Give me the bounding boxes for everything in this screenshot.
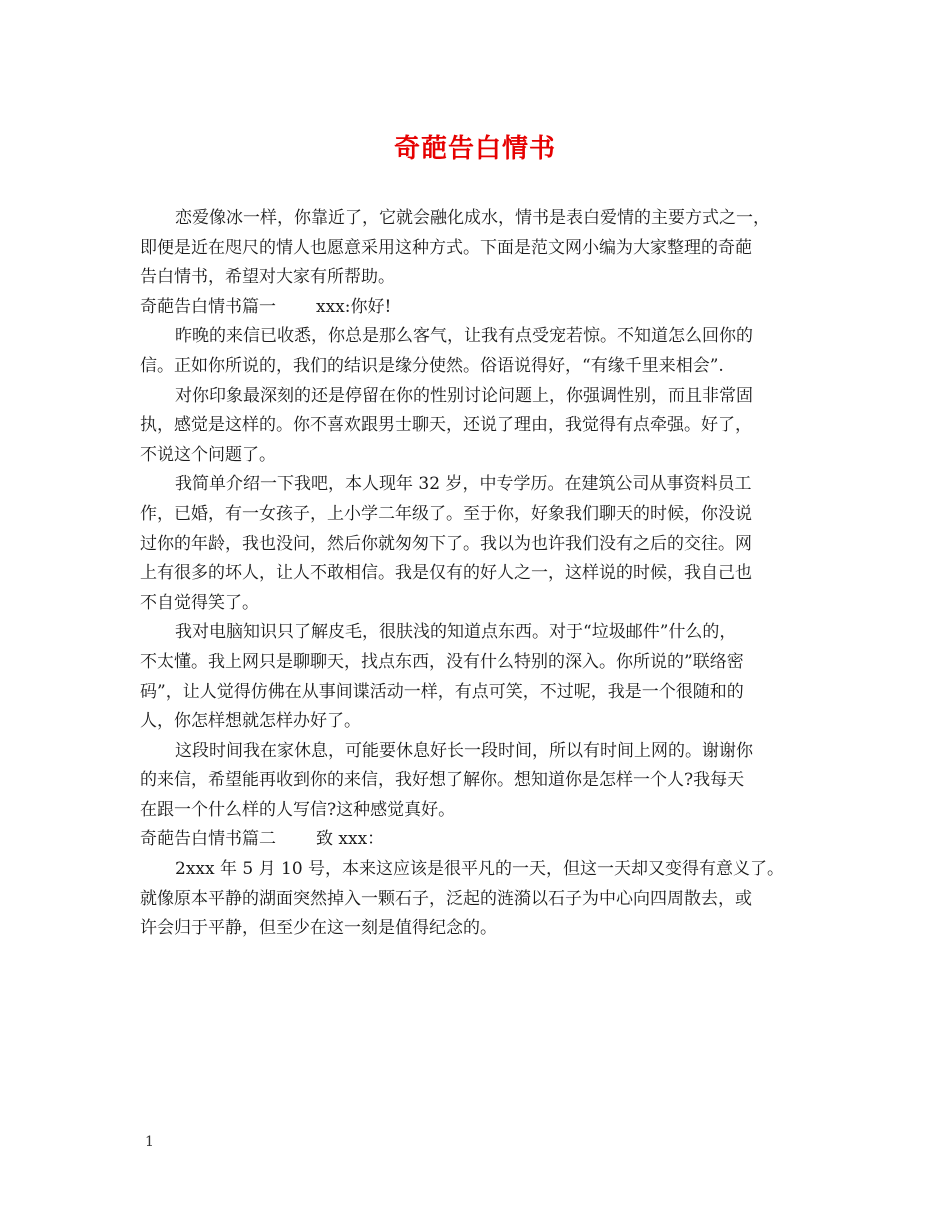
text-line: 不说这个问题了。: [140, 444, 276, 465]
letter1-paragraph: [140, 382, 830, 471]
letter1-paragraph: [140, 737, 830, 826]
intro-paragraph: [140, 204, 830, 293]
text-line: 的来信，希望能再收到你的来信，我好想了解你。想知道你是怎样一个人?我每天: [140, 770, 745, 791]
text-line: 不自觉得笑了。: [140, 592, 259, 613]
text-line: 信。正如你所说的，我们的结识是缘分使然。俗语说得好，“有缘千里来相会”.: [140, 355, 724, 376]
letter1-paragraph: [140, 618, 830, 736]
text-line: 人，你怎样想就怎样办好了。: [140, 711, 361, 732]
text-line: 在跟一个什么样的人写信?这种感觉真好。: [140, 799, 456, 820]
text-line: 昨晚的来信已收悉，你总是那么客气，让我有点受宠若惊。不知道怎么回你的: [175, 326, 753, 347]
letter1-paragraph: [140, 470, 830, 618]
text-line: 对你印象最深刻的还是停留在你的性别讨论问题上，你强调性别，而且非常固: [175, 385, 753, 406]
text-line: 不太懂。我上网只是聊聊天，找点东西，没有什么特别的深入。你所说的”联络密: [140, 651, 744, 672]
document-title: 奇葩告白情书: [393, 134, 556, 164]
letter2-greeting: 致 xxx：: [316, 829, 385, 850]
text-line: 恋爱像冰一样，你靠近了，它就会融化成水，情书是表白爱情的主要方式之一，: [175, 208, 770, 228]
text-line: 过你的年龄，我也没问，然后你就匆匆下了。我以为也许我们没有之后的交往。网: [140, 533, 752, 554]
letter1-heading: 奇葩告白情书篇一: [140, 296, 276, 317]
text-line: 码”，让人觉得仿佛在从事间谍活动一样，有点可笑，不过呢，我是一个很随和的: [140, 681, 744, 702]
letter2-heading: 奇葩告白情书篇二: [140, 829, 276, 850]
text-line: 告白情书，希望对大家有所帮助。: [140, 267, 395, 288]
letter1-heading-line: [140, 293, 830, 323]
letter2-heading-line: [140, 825, 830, 855]
letter2-paragraph: [140, 855, 830, 944]
text-line: 即便是近在咫尺的情人也愿意采用这种方式。下面是范文网小编为大家整理的奇葩: [140, 237, 752, 258]
text-line: 作，已婚，有一女孩子，上小学二年级了。至于你，好象我们聊天的时候，你没说: [140, 503, 752, 524]
letter1-paragraph: [140, 322, 830, 381]
text-line: 这段时间我在家休息，可能要休息好长一段时间，所以有时间上网的。谢谢你: [175, 740, 753, 761]
text-line: 我简单介绍一下我吧，本人现年 32 岁，中专学历。在建筑公司从事资料员工: [175, 474, 752, 495]
text-line: 我对电脑知识只了解皮毛，很肤浅的知道点东西。对于“垃圾邮件”什么的，: [175, 622, 737, 643]
text-line: 2xxx 年 5 月 10 号，本来这应该是很平凡的一天，但这一天却又变得有意义了。: [175, 859, 785, 880]
document-body: [140, 204, 830, 944]
text-line: 许会归于平静，但至少在这一刻是值得纪念的。: [140, 918, 497, 939]
letter1-greeting: xxx:你好!: [316, 296, 392, 317]
text-line: 就像原本平静的湖面突然掉入一颗石子，泛起的涟漪以石子为中心向四周散去，或: [140, 888, 752, 909]
text-line: 执，感觉是这样的。你不喜欢跟男士聊天，还说了理由，我觉得有点牵强。好了，: [140, 415, 752, 436]
text-line: 上有很多的坏人，让人不敢相信。我是仅有的好人之一，这样说的时候，我自己也: [140, 563, 752, 584]
page-number: 1: [145, 1134, 154, 1150]
